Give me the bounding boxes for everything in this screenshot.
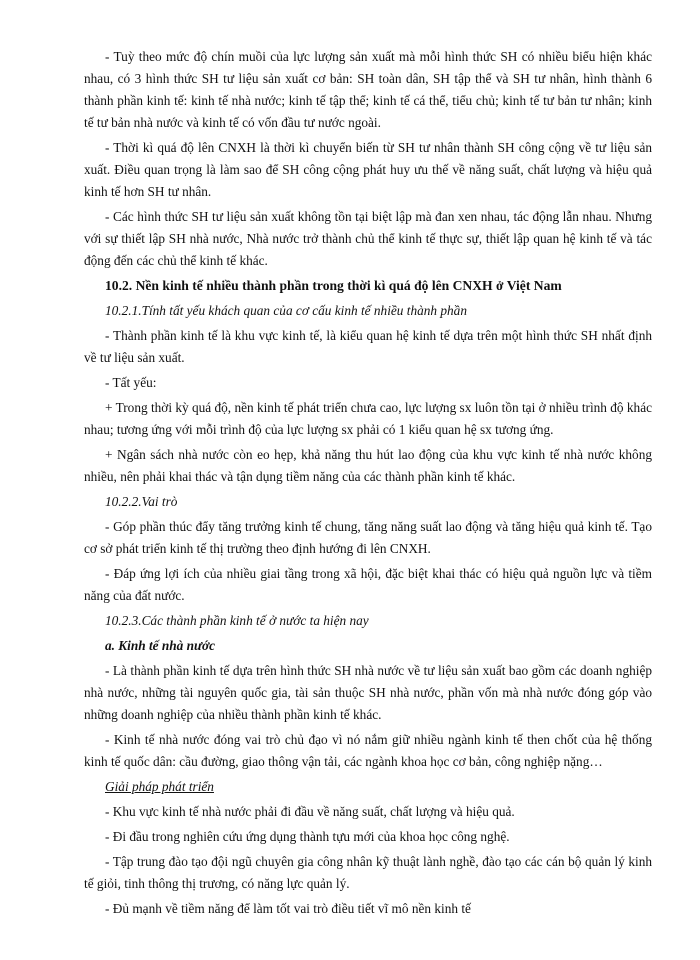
list-item: - Đi đầu trong nghiên cứu ứng dụng thành tựu mới của khoa học công nghệ.	[105, 829, 510, 844]
paragraph: - Thành phần kinh tế là khu vực kinh tế, là kiểu quan hệ kinh tế dựa trên một hình thức SH nhất định về tư liệu sản xuất.	[84, 328, 652, 365]
solutions-heading: Giải pháp phát triển	[105, 779, 214, 794]
paragraph: - Thời kì quá độ lên CNXH là thời kì chuyển biến từ SH tư nhân thành SH công cộng về tư liệu sản xuất. Điều quan trọng là làm sao để SH công cộng phát huy ưu thế về năng suất, chất lượng và hiệu quả kinh tế hơn SH tư nhân.	[84, 140, 652, 199]
paragraph: - Tất yếu:	[105, 375, 157, 390]
list-item: - Tập trung đào tạo đội ngũ chuyên gia công nhân kỹ thuật lành nghề, đào tạo các cán bộ quản lý kinh tế giỏi, tinh thông thị trương, có năng lực quản lý.	[84, 854, 652, 891]
subsection-heading: 10.2.3.Các thành phần kinh tế ở nước ta hiện nay	[105, 613, 369, 628]
part-heading: a. Kinh tế nhà nước	[105, 638, 216, 653]
paragraph: - Các hình thức SH tư liệu sản xuất không tồn tại biệt lập mà đan xen nhau, tác động lẫn nhau. Nhưng với sự thiết lập SH nhà nước, Nhà nước trở thành chủ thể kinh tế thực sự, thiết lập quan hệ kinh tế và tác động đến các chủ thể kinh tế khác.	[84, 209, 652, 268]
paragraph: - Là thành phần kinh tế dựa trên hình thức SH nhà nước về tư liệu sản xuất bao gồm các doanh nghiệp nhà nước, những tài nguyên quốc gia, tài sản thuộc SH nhà nước, phần vốn mà nhà nước đóng góp vào những doanh nghiệp của nhiều thành phần kinh tế khác.	[84, 663, 652, 722]
subsection-heading: 10.2.1.Tính tất yếu khách quan của cơ cấu kinh tế nhiều thành phần	[105, 303, 467, 318]
list-item: - Đủ mạnh về tiềm năng để làm tốt vai trò điều tiết vĩ mô nền kinh tế	[105, 901, 471, 916]
paragraph: + Trong thời kỳ quá độ, nền kinh tế phát triển chưa cao, lực lượng sx luôn tồn tại ở nhiều trình độ khác nhau; tương ứng với mỗi trình độ của lực lượng sx phải có 1 kiểu quan hệ sx tương ứng.	[84, 400, 652, 437]
document-page	[84, 46, 652, 923]
list-item: - Khu vực kinh tế nhà nước phải đi đầu về năng suất, chất lượng và hiệu quả.	[105, 804, 515, 819]
paragraph: - Đáp ứng lợi ích của nhiều giai tầng trong xã hội, đặc biệt khai thác có hiệu quả nguồn lực và tiềm năng của đất nước.	[84, 566, 652, 603]
paragraph: - Kinh tế nhà nước đóng vai trò chủ đạo vì nó nắm giữ nhiều ngành kinh tế then chốt của hệ thống kinh tế quốc dân: cầu đường, giao thông vận tải, các ngành khoa học cơ bản, công nghiệp nặng…	[84, 732, 652, 769]
section-heading: 10.2. Nền kinh tế nhiều thành phần trong thời kì quá độ lên CNXH ở Việt Nam	[105, 278, 562, 293]
paragraph: - Tuỳ theo mức độ chín muồi của lực lượng sản xuất mà mỗi hình thức SH có nhiều biểu hiện khác nhau, có 3 hình thức SH tư liệu sản xuất cơ bản: SH toàn dân, SH tập thể và SH tư nhân, hình thành 6 thành phần kinh tế: kinh tế nhà nước; kinh tế tập thể; kinh tế cá thể, tiểu chủ; kinh tế tư bản tư nhân; kinh tế tư bản nhà nước và kinh tế có vốn đầu tư nước ngoài.	[84, 49, 652, 130]
subsection-heading: 10.2.2.Vai trò	[105, 494, 178, 509]
paragraph: + Ngân sách nhà nước còn eo hẹp, khả năng thu hút lao động của khu vực kinh tế nhà nước không nhiều, nên phải khai thác và tận dụng tiềm năng của các thành phần kinh tế khác.	[84, 447, 652, 484]
paragraph: - Góp phần thúc đẩy tăng trưởng kinh tế chung, tăng năng suất lao động và tăng hiệu quả kinh tế. Tạo cơ sở phát triển kinh tế thị trường theo định hướng đi lên CNXH.	[84, 519, 652, 556]
